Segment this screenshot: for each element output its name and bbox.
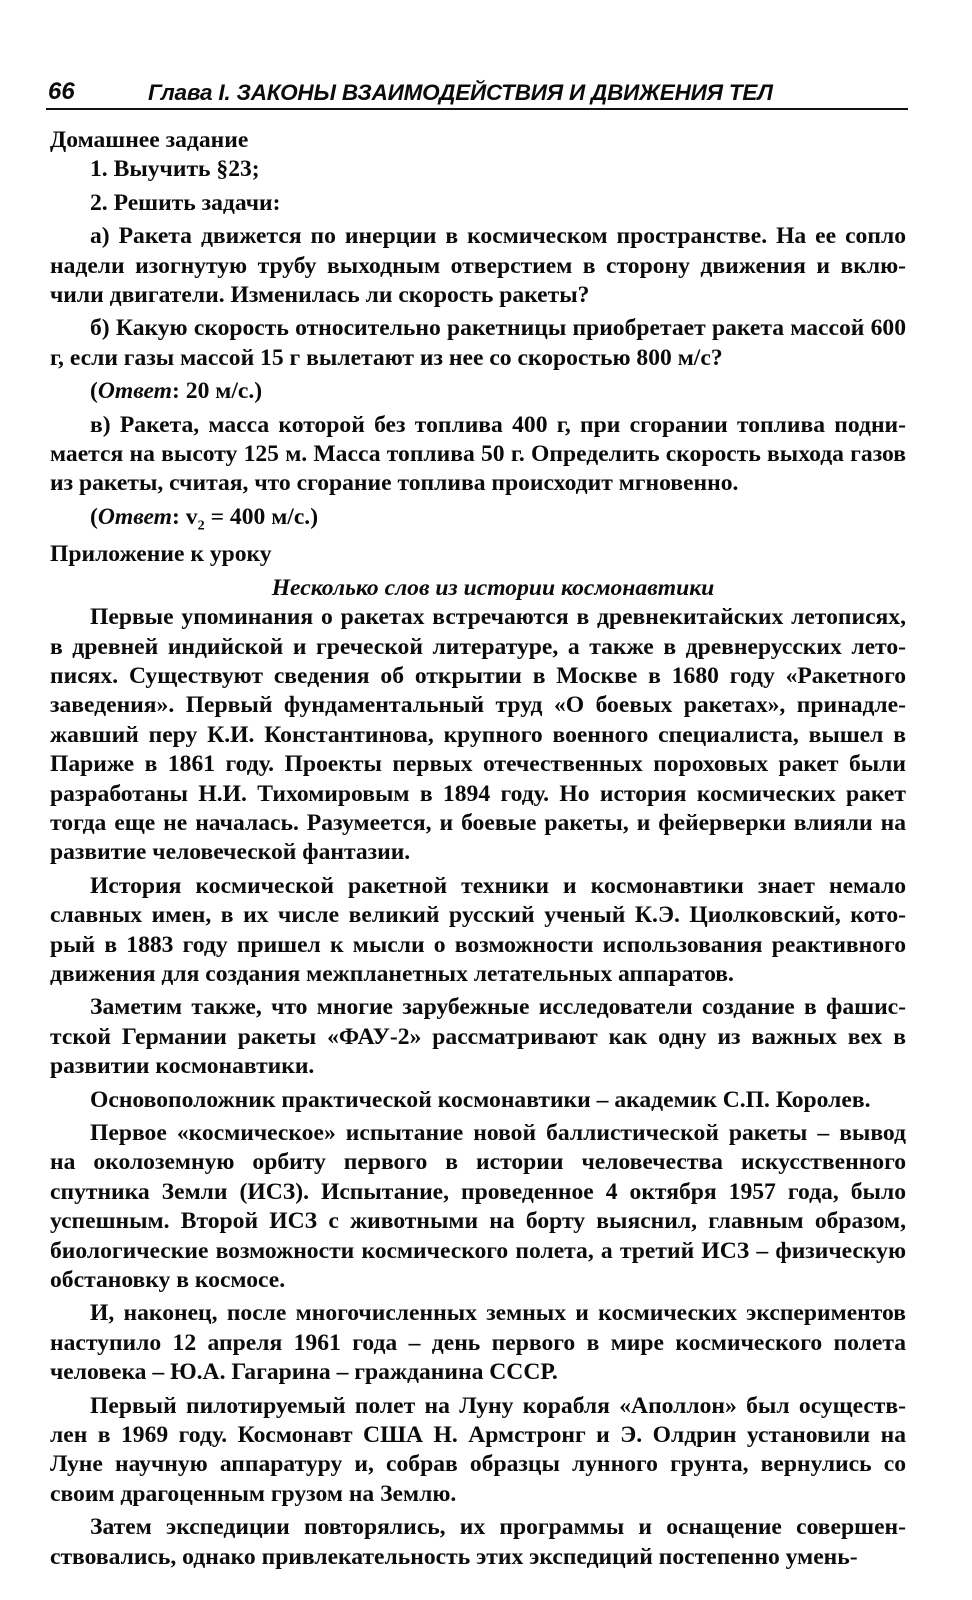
answer-c: (Ответ: $v_2 = 400$ м/с.) (90, 503, 319, 534)
paragraph: Заметим также, что многие зарубежные исследователи создание в фашистской Германии ракеты «ФАУ-2» рассматривают как одну из важных вех в развитии космонавтики. (50, 994, 906, 1080)
task-a: а) Ракета движется по инерции в космическом пространстве. На ее сопло надели изогнутую трубу выходным отверстием в сторону движения и включили двигатели. Изменилась ли скорость ракеты? (50, 223, 906, 309)
homework-item-1: 1. Выучить §23; (90, 156, 260, 183)
answer-b-label: Ответ (97, 378, 173, 405)
paragraph: И, наконец, после многочисленных земных и космических экспериментов наступило 12 апреля 1961 года – день первого в мире космического полета человека – Ю.А. Гагарина – гражданина СССР. (50, 1300, 906, 1386)
paragraph: История космической ракетной техники и космонавтики знает немало славных имен, в их числе великий русский ученый К.Э. Циолковский, который в 1883 году пришел к мысли о возможности использования реактивного движения для создания межпланетных летательных аппаратов. (50, 872, 906, 987)
answer-c-value: = 400 м/с.) (204, 503, 319, 530)
answer-c-label: Ответ (97, 503, 173, 530)
homework-item-2: 2. Решить задачи: (90, 189, 281, 216)
answer-b: (Ответ: 20 м/с.) (90, 378, 263, 405)
homework-heading: Домашнее задание (50, 127, 249, 153)
chapter-title: Глава I. ЗАКОНЫ ВЗАИМОДЕЙСТВИЯ И ДВИЖЕНИЯ ТЕЛ (148, 80, 773, 105)
task-b: б) Какую скорость относительно ракетницы приобретает ракета массой 600 г, если газы массой 15 г вылетают из нее со скоростью 800 м/с? (50, 315, 906, 371)
answer-c-subscript: 2 (197, 517, 205, 534)
paragraph: Первый пилотируемый полет на Луну корабля «Аполлон» был осуществлен в 1969 году. Космонавт США Н. Армстронг и Э. Олдрин установили на Луне научную аппаратуру и, собрав образцы лунного грунта, вернулись со своим драгоценным грузом на Землю. (50, 1392, 906, 1507)
paragraph: Основоположник практической космонавтики – академик С.П. Королев. (90, 1086, 871, 1113)
page-number: 66 (48, 78, 75, 105)
paragraph: Первое «космическое» испытание новой баллистической ракеты – вывод на околоземную орбиту первого в истории человечества искусственного спутника Земли (ИСЗ). Испытание, проведенное 4 октября 1957 года, было успешным. Второй ИСЗ с животными на борту выяснил, главным образом, биологические возможности космического полета, а третий ИСЗ – физическую обстановку в космосе. (50, 1120, 906, 1294)
running-head (46, 74, 908, 110)
appendix-title: Несколько слов из истории космонавтики (271, 574, 715, 601)
paragraph: Первые упоминания о ракетах встречаются в древнекитайских летописях, в древней индийской и греческой литературе, а также в древнерусских летописях. Существуют сведения об открытии в Москве в 1680 году «Ракетного заведения». Первый фундаментальный труд «О боевых ракетах», принадлежавший перу К.И. Константинова, крупного военного специалиста, вышел в Париже в 1861 году. Проекты первых отечественных пороховых ракет были разработаны Н.И. Тихомировым в 1894 году. Но история космических ракет тогда еще не началась. Разумеется, и боевые ракеты, и фейерверки влияли на развитие человеческой фантазии. (50, 604, 906, 866)
task-c: в) Ракета, масса которой без топлива 400 г, при сгорании топлива поднимается на высоту 125 м. Масса топлива 50 г. Определить скорость выхода газов из ракеты, считая, что сгорание топлива происходит мгновенно. (50, 411, 906, 497)
appendix-heading: Приложение к уроку (50, 541, 272, 568)
answer-c-variable: : v (172, 503, 198, 530)
answer-b-value: : 20 м/с.) (172, 378, 263, 405)
paragraph: Затем экспедиции повторялись, их программы и оснащение совершенствовались, однако привлекательность этих экспедиций постепенно умень- (50, 1514, 906, 1570)
page-body (50, 126, 906, 1572)
